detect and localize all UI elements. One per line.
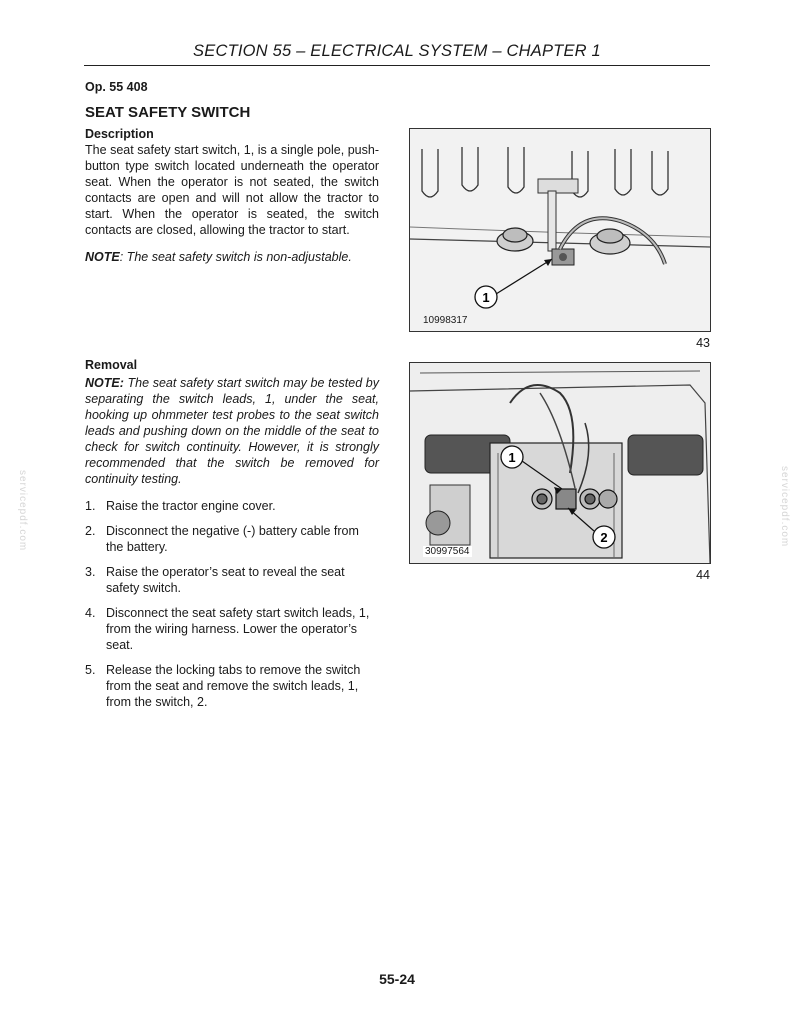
list-item	[85, 605, 379, 653]
removal-heading: Removal	[85, 358, 138, 372]
figure-43-number: 43	[696, 336, 710, 350]
description-text: The seat safety start switch, 1, is a single pole, push-button type switch located underneath the operator seat. When the operator is not seated, the switch contacts are open and will not allow the tractor to start. When the operator is seated, the switch contacts are closed, allowing the tractor to start.	[85, 143, 379, 237]
step-number: 5.	[85, 663, 96, 677]
step-number: 1.	[85, 499, 96, 513]
figure-44-number: 44	[696, 568, 710, 582]
step-number: 3.	[85, 565, 96, 579]
description-note	[85, 249, 379, 265]
figure-43-seat-switch-photo	[409, 128, 711, 332]
step-text: Raise the tractor engine cover.	[106, 499, 276, 513]
removal-steps	[85, 498, 379, 719]
step-text: Disconnect the negative (-) battery cable from the battery.	[106, 524, 359, 554]
figure-44-switch-removal-photo	[409, 362, 711, 564]
note-label: NOTE:	[85, 376, 124, 390]
figure-43-id: 10998317	[423, 315, 468, 326]
callout-1: 1	[482, 290, 490, 305]
note-text: : The seat safety switch is non-adjustable.	[119, 250, 352, 264]
step-number: 2.	[85, 524, 96, 538]
section-header: SECTION 55 – ELECTRICAL SYSTEM – CHAPTER 1	[193, 42, 601, 60]
list-item	[85, 662, 379, 710]
watermark-left: servicepdf.com	[17, 470, 28, 552]
step-text: Release the locking tabs to remove the switch from the seat and remove the switch leads, 1, from the switch, 2.	[106, 663, 361, 709]
header-rule	[84, 65, 710, 66]
note-label: NOTE	[85, 250, 120, 264]
page-number: 55-24	[379, 971, 415, 987]
list-item	[85, 498, 379, 514]
step-text: Disconnect the seat safety start switch leads, 1, from the wiring harness. Lower the operator’s seat.	[106, 606, 370, 652]
removal-note	[85, 375, 379, 487]
description-heading: Description	[85, 127, 154, 141]
op-number: Op. 55 408	[85, 80, 148, 94]
step-number: 4.	[85, 606, 96, 620]
note-text: The seat safety start switch may be tested by separating the switch leads, 1, under the seat, hooking up ohmmeter test probes to the seat switch leads and pushing down on the middle of the seat to check for switch continuity. However, it is strongly recommended that the switch be removed for continuity testing.	[85, 376, 379, 486]
page-title: SEAT SAFETY SWITCH	[85, 104, 251, 121]
callout-1: 1	[508, 450, 516, 465]
callout-2: 2	[600, 530, 608, 545]
list-item	[85, 564, 379, 596]
figure-44-id: 30997564	[425, 546, 470, 557]
seat-underside-illustration	[410, 129, 710, 331]
list-item	[85, 523, 379, 555]
step-text: Raise the operator’s seat to reveal the seat safety switch.	[106, 565, 345, 595]
watermark-right: servicepdf.com	[779, 466, 790, 548]
switch-removal-illustration	[410, 363, 710, 563]
